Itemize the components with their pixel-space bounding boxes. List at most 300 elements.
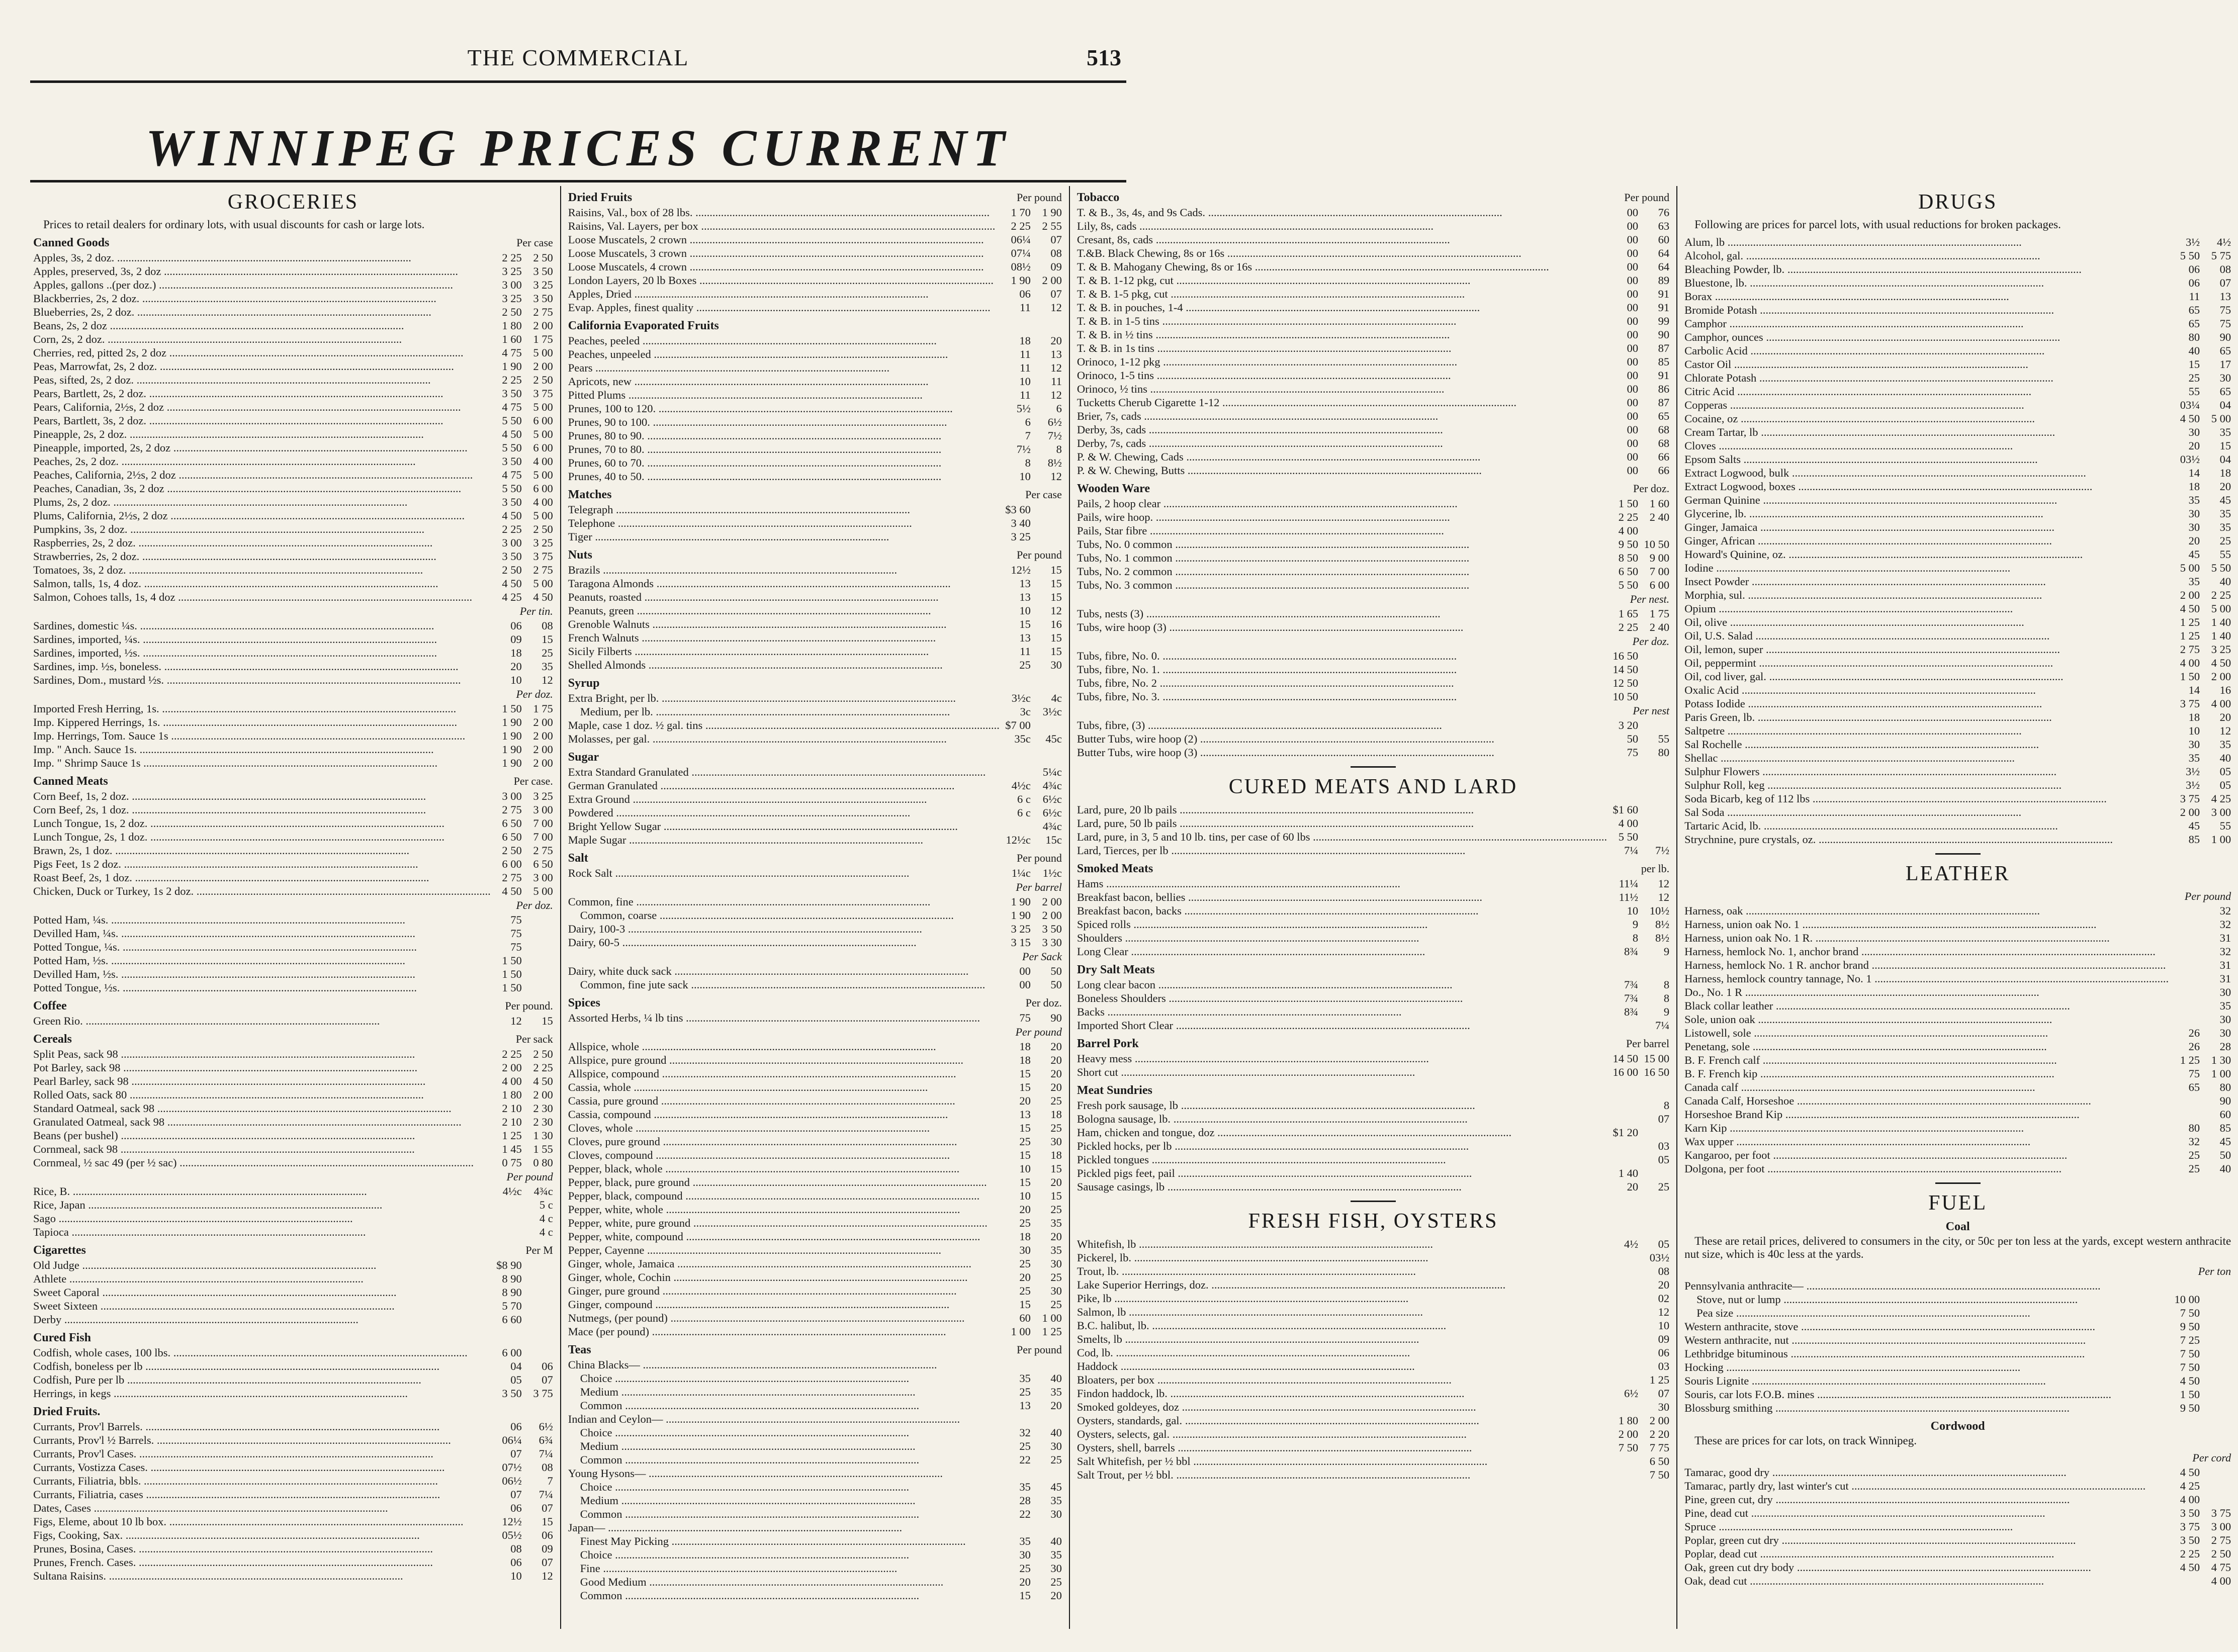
item-name: Sulphur Flowers ..... bbox=[1684, 765, 2169, 778]
price-row bbox=[568, 233, 1062, 246]
price-row bbox=[1077, 877, 1669, 890]
item-name: Insect Powder ..... bbox=[1684, 575, 2169, 588]
price-high bbox=[522, 1299, 553, 1313]
price-high: 2 75 bbox=[533, 564, 553, 576]
price-row bbox=[568, 732, 1062, 746]
price-high: 87 bbox=[1658, 396, 1670, 409]
price-high: 40 bbox=[2219, 1162, 2231, 1175]
item-name: Cassia, compound ..... bbox=[568, 1108, 1000, 1121]
price-low: 15 bbox=[1019, 1176, 1031, 1188]
meat-sundries-section bbox=[1077, 1084, 1669, 1194]
price-row bbox=[1684, 643, 2231, 656]
item-name: Extra Standard Granulated ..... bbox=[568, 765, 1000, 779]
item-name: Sal Rochelle ..... bbox=[1684, 738, 2169, 751]
price-row bbox=[33, 346, 553, 359]
price-row bbox=[33, 1074, 553, 1088]
item-name: Taragona Almonds ..... bbox=[568, 577, 1000, 590]
price-low bbox=[1000, 819, 1031, 833]
price-row bbox=[33, 913, 553, 927]
price-high: 6¾ bbox=[539, 1434, 553, 1446]
price-low: 3 75 bbox=[2180, 1520, 2200, 1533]
cured-fish-section bbox=[33, 1331, 553, 1400]
price-high: 5 c bbox=[539, 1199, 553, 1211]
item-name: Shoulders ..... bbox=[1077, 931, 1607, 945]
price-row bbox=[568, 577, 1062, 590]
price-high: 03 bbox=[1658, 1360, 1670, 1372]
price-high: 65 bbox=[2219, 385, 2231, 398]
price-row bbox=[1684, 710, 2231, 724]
price-low: 10 bbox=[1019, 604, 1031, 617]
price-row bbox=[1684, 1013, 2231, 1026]
item-name: Ginger, African ..... bbox=[1684, 534, 2169, 547]
price-high: 20 bbox=[2219, 480, 2231, 493]
price-low bbox=[1000, 1412, 1031, 1426]
price-row bbox=[1077, 1359, 1669, 1373]
item-name: Opium ..... bbox=[1684, 602, 2169, 615]
price-low: 5 50 bbox=[502, 482, 522, 495]
section-title: Coffee bbox=[33, 999, 67, 1013]
item-name: Pepper, Cayenne ..... bbox=[568, 1243, 1000, 1257]
price-low: 1 60 bbox=[502, 333, 522, 345]
price-high: 3½c bbox=[1042, 705, 1062, 718]
item-name: Camphor ..... bbox=[1684, 317, 2169, 330]
item-name: Saltpetre ..... bbox=[1684, 724, 2169, 738]
price-low: 32 bbox=[2188, 1135, 2200, 1148]
price-high: 7¼ bbox=[539, 1447, 553, 1460]
price-row bbox=[1684, 931, 2231, 945]
price-low: 6 50 bbox=[502, 817, 522, 830]
price-low: 00 bbox=[1627, 383, 1639, 395]
price-high: 1 30 bbox=[533, 1129, 553, 1142]
price-high bbox=[522, 913, 553, 927]
item-name: Medium, per lb. ..... bbox=[568, 705, 1000, 718]
item-name: Japan— ..... bbox=[568, 1521, 1000, 1534]
price-high: 80 bbox=[1658, 746, 1670, 759]
price-row bbox=[1077, 328, 1669, 341]
price-high: 4¾c bbox=[533, 1185, 553, 1198]
item-name: T. & B., 3s, 4s, and 9s Cads. ..... bbox=[1077, 206, 1607, 219]
price-high bbox=[2200, 1493, 2231, 1506]
price-low: 7 50 bbox=[2180, 1307, 2200, 1319]
item-name: Pepper, white, compound ..... bbox=[568, 1230, 1000, 1243]
price-high bbox=[1031, 1358, 1062, 1371]
price-row bbox=[1684, 615, 2231, 629]
price-low: 1 90 bbox=[1011, 895, 1031, 908]
section-unit: Per pound. bbox=[505, 999, 553, 1012]
price-high: 5 50 bbox=[2211, 562, 2231, 574]
price-low bbox=[1607, 1346, 1638, 1359]
item-name: Sardines, imported, ½s. ..... bbox=[33, 646, 491, 660]
section-title: Cured Fish bbox=[33, 1331, 91, 1344]
item-name: Sausage casings, lb ..... bbox=[1077, 1180, 1607, 1194]
price-low: 20 bbox=[1019, 1271, 1031, 1283]
price-low: 11 bbox=[2189, 290, 2200, 303]
price-high: 30 bbox=[1050, 1508, 1062, 1520]
item-name: Peanuts, green ..... bbox=[568, 604, 1000, 617]
price-high: 25 bbox=[1050, 1298, 1062, 1311]
price-row bbox=[1077, 844, 1669, 857]
price-row bbox=[568, 691, 1062, 705]
price-low bbox=[491, 1198, 522, 1212]
item-name: Mace (per pound) ..... bbox=[568, 1325, 1000, 1338]
price-high: 06 bbox=[542, 1360, 553, 1372]
section-heading bbox=[568, 751, 1062, 764]
item-name: Lake Superior Herrings, doz. ..... bbox=[1077, 1278, 1607, 1292]
price-high: 15 bbox=[1050, 631, 1062, 644]
price-low: 06¼ bbox=[1011, 233, 1031, 246]
price-high: 2 50 bbox=[533, 1048, 553, 1060]
price-low: 06 bbox=[2188, 277, 2200, 289]
spices-section bbox=[568, 996, 1062, 1025]
item-name: Potass Iodide ..... bbox=[1684, 697, 2169, 710]
price-high: 50 bbox=[1050, 978, 1062, 991]
item-name: Granulated Oatmeal, sack 98 ..... bbox=[33, 1115, 491, 1129]
section-title: Dried Fruits. bbox=[33, 1405, 101, 1418]
section-heading bbox=[33, 1331, 553, 1345]
price-row bbox=[568, 1040, 1062, 1053]
price-low bbox=[1607, 1332, 1638, 1346]
price-high: 99 bbox=[1658, 315, 1670, 327]
price-high: 8 bbox=[1663, 992, 1670, 1004]
item-name: Plums, 2s, 2 doz. ..... bbox=[33, 495, 491, 509]
price-high: 32 bbox=[2219, 904, 2231, 917]
price-low: 30 bbox=[1019, 1244, 1031, 1256]
price-low: 06 bbox=[510, 1502, 522, 1514]
price-high: 1 75 bbox=[533, 702, 553, 715]
price-high: 1 30 bbox=[2211, 1054, 2231, 1066]
price-low: 8¾ bbox=[1624, 1005, 1639, 1018]
item-name: Horseshoe Brand Kip ..... bbox=[1684, 1108, 2169, 1121]
price-high: 1 40 bbox=[2211, 629, 2231, 642]
price-high: 7 75 bbox=[1649, 1441, 1670, 1454]
price-high: 35 bbox=[542, 660, 553, 673]
price-low: 85 bbox=[2188, 833, 2200, 846]
item-name: Harness, hemlock No. 1, anchor brand ..... bbox=[1684, 945, 2169, 958]
price-row bbox=[1684, 1279, 2231, 1293]
price-high: 55 bbox=[2219, 548, 2231, 561]
price-low: 45 bbox=[2188, 819, 2200, 832]
item-name: Indian and Ceylon— ..... bbox=[568, 1412, 1000, 1426]
price-low: 80 bbox=[2188, 1122, 2200, 1134]
price-row bbox=[1077, 1441, 1669, 1454]
price-low: 6 00 bbox=[502, 1346, 522, 1359]
price-high: 4c bbox=[1051, 692, 1062, 704]
price-low: 25 bbox=[2188, 372, 2200, 384]
item-name: Apricots, new ..... bbox=[568, 375, 1000, 388]
price-row bbox=[1684, 452, 2231, 466]
item-name: Pennsylvania anthracite— ..... bbox=[1684, 1279, 2169, 1293]
item-name: Finest May Picking ..... bbox=[568, 1534, 1000, 1548]
price-high: 2 25 bbox=[2211, 589, 2231, 601]
price-row bbox=[568, 1480, 1062, 1494]
item-name: Telephone ..... bbox=[568, 516, 1000, 530]
price-low: 12½ bbox=[502, 1515, 522, 1528]
price-high: 5 00 bbox=[533, 577, 553, 590]
price-row bbox=[33, 1299, 553, 1313]
price-low: 75 bbox=[1627, 746, 1639, 759]
item-name: Pears, Bartlett, 2s, 2 doz. ..... bbox=[33, 387, 491, 400]
price-row bbox=[1077, 1468, 1669, 1482]
item-name: Pearl Barley, sack 98 ..... bbox=[33, 1074, 491, 1088]
item-name: Extract Logwood, bulk ..... bbox=[1684, 466, 2169, 480]
price-low: 05½ bbox=[502, 1529, 522, 1541]
item-name: Powdered ..... bbox=[568, 806, 1000, 819]
price-high bbox=[1638, 676, 1669, 690]
price-row bbox=[568, 1162, 1062, 1175]
price-row bbox=[1077, 537, 1669, 551]
salt-barrel-section bbox=[568, 881, 1062, 949]
price-high: 28 bbox=[2219, 1040, 2231, 1053]
price-row bbox=[568, 779, 1062, 792]
item-name: Heavy mess ..... bbox=[1077, 1052, 1607, 1065]
price-row bbox=[33, 1433, 553, 1447]
price-high: 30 bbox=[2219, 1013, 2231, 1026]
price-high: 8 bbox=[1663, 1099, 1670, 1112]
price-high: 30 bbox=[1050, 1440, 1062, 1452]
lard-section bbox=[1077, 803, 1669, 857]
price-row bbox=[568, 1135, 1062, 1148]
item-name: Cornmeal, sack 98 ..... bbox=[33, 1142, 491, 1156]
drugs-section bbox=[1684, 235, 2231, 846]
price-row bbox=[33, 278, 553, 292]
section-unit: Per sack bbox=[515, 1033, 553, 1045]
item-name: Long Clear ..... bbox=[1077, 945, 1607, 958]
item-name: Cloves, whole ..... bbox=[568, 1121, 1000, 1135]
item-name: Fine ..... bbox=[568, 1562, 1000, 1575]
price-low: 04 bbox=[510, 1360, 522, 1372]
price-high: 2 25 bbox=[533, 1061, 553, 1074]
price-row bbox=[568, 516, 1062, 530]
price-high: 18 bbox=[2219, 467, 2231, 479]
price-row bbox=[568, 1426, 1062, 1439]
price-high: 25 bbox=[1050, 1576, 1062, 1588]
price-row bbox=[1077, 663, 1669, 676]
section-heading bbox=[1077, 704, 1669, 717]
price-high: 15 bbox=[1050, 577, 1062, 590]
section-unit: Per case bbox=[1025, 488, 1062, 501]
item-name: Lily, 8s, cads ..... bbox=[1077, 219, 1607, 233]
price-high: 20 bbox=[1050, 1081, 1062, 1093]
price-high: 30 bbox=[2219, 986, 2231, 998]
price-row bbox=[1684, 385, 2231, 398]
section-heading bbox=[33, 236, 553, 250]
price-row bbox=[568, 936, 1062, 949]
price-high bbox=[2200, 1479, 2231, 1493]
price-low bbox=[2169, 1013, 2200, 1026]
price-row bbox=[33, 954, 553, 967]
price-low: 15 bbox=[1019, 1122, 1031, 1134]
price-high: 18 bbox=[1050, 1149, 1062, 1161]
item-name: Breakfast bacon, bellies ..... bbox=[1077, 890, 1607, 904]
price-low: 25 bbox=[1019, 1284, 1031, 1297]
price-low bbox=[1607, 1264, 1638, 1278]
item-name: Pears ..... bbox=[568, 361, 1000, 375]
price-high: 2 00 bbox=[1042, 909, 1062, 922]
price-high: 4 c bbox=[539, 1212, 553, 1225]
price-low: 12 50 bbox=[1613, 677, 1639, 689]
item-name: Iodine ..... bbox=[1684, 561, 2169, 575]
fresh-fish-section bbox=[1077, 1237, 1669, 1482]
price-high: 2 75 bbox=[533, 306, 553, 318]
item-name: Split Peas, sack 98 ..... bbox=[33, 1047, 491, 1061]
price-row bbox=[1684, 985, 2231, 999]
price-row bbox=[568, 645, 1062, 658]
price-low: 20 bbox=[2188, 439, 2200, 452]
price-row bbox=[568, 388, 1062, 402]
price-row bbox=[568, 1284, 1062, 1298]
price-row bbox=[1684, 249, 2231, 262]
price-low bbox=[1607, 1153, 1638, 1166]
price-low: 35 bbox=[2188, 575, 2200, 588]
price-row bbox=[1684, 1547, 2231, 1561]
price-low: 6 50 bbox=[502, 831, 522, 843]
price-low: 3 25 bbox=[502, 265, 522, 278]
price-row bbox=[568, 617, 1062, 631]
price-low: 00 bbox=[1627, 464, 1639, 477]
price-low: 6½ bbox=[1624, 1387, 1639, 1400]
price-low: 4 50 bbox=[2180, 1561, 2200, 1574]
price-row bbox=[1684, 1388, 2231, 1401]
item-name: Alum, lb ..... bbox=[1684, 235, 2169, 249]
price-row bbox=[33, 1420, 553, 1433]
price-row bbox=[33, 251, 553, 264]
price-high: 25 bbox=[1050, 1203, 1062, 1216]
price-row bbox=[33, 536, 553, 549]
price-high: 25 bbox=[1050, 1094, 1062, 1107]
price-row bbox=[1684, 792, 2231, 805]
item-name: Plums, California, 2½s, 2 doz ..... bbox=[33, 509, 491, 522]
price-low: 1 50 bbox=[502, 702, 522, 715]
item-name: Raisins, Val. Layers, per box ..... bbox=[568, 219, 1000, 233]
section-unit: Per Sack bbox=[1022, 950, 1062, 963]
item-name: Backs ..... bbox=[1077, 1005, 1607, 1019]
section-unit: Per nest bbox=[1633, 704, 1670, 717]
banner-title: WINNIPEG PRICES CURRENT bbox=[145, 119, 1011, 177]
price-high: 11 bbox=[1051, 375, 1062, 388]
price-low bbox=[1607, 1139, 1638, 1153]
item-name: Tubs, fibre, No. 2 ..... bbox=[1077, 676, 1607, 690]
price-low: 3 50 bbox=[2180, 1534, 2200, 1546]
price-row bbox=[568, 1466, 1062, 1480]
price-low: 7½ bbox=[1016, 443, 1031, 455]
price-high: 4 50 bbox=[2211, 657, 2231, 669]
canned-goods-section bbox=[33, 236, 553, 604]
price-row bbox=[1684, 958, 2231, 972]
price-low: 4 50 bbox=[2180, 412, 2200, 425]
item-name: Prunes, French. Cases. ..... bbox=[33, 1555, 491, 1569]
price-low: 10 bbox=[2188, 724, 2200, 737]
price-high: 31 bbox=[2219, 932, 2231, 944]
price-row bbox=[33, 1212, 553, 1225]
price-high: 12 bbox=[1658, 891, 1670, 903]
price-low: 35 bbox=[1019, 1372, 1031, 1385]
price-high: 07 bbox=[1658, 1387, 1670, 1400]
price-high: 25 bbox=[1050, 1271, 1062, 1283]
price-row bbox=[33, 1102, 553, 1115]
item-name: Bluestone, lb. ..... bbox=[1684, 276, 2169, 290]
price-high: 7 50 bbox=[1649, 1469, 1670, 1481]
price-low: 7 50 bbox=[1618, 1441, 1639, 1454]
section-unit: Per pound bbox=[2184, 890, 2231, 902]
price-low: 00 bbox=[1627, 369, 1639, 382]
price-row bbox=[33, 549, 553, 563]
item-name: Common, coarse ..... bbox=[568, 908, 1000, 922]
price-row bbox=[33, 1258, 553, 1272]
price-row bbox=[568, 658, 1062, 672]
price-row bbox=[1684, 588, 2231, 602]
wooden-fibre-section bbox=[1077, 635, 1669, 703]
section-title: Syrup bbox=[568, 677, 600, 690]
price-high: 12 bbox=[1050, 470, 1062, 483]
item-name: Karn Kip ..... bbox=[1684, 1121, 2169, 1135]
price-high: 4 00 bbox=[2211, 1575, 2231, 1587]
price-low: 9 50 bbox=[2180, 1320, 2200, 1333]
price-high: 68 bbox=[1658, 437, 1670, 449]
price-low: 15 bbox=[1019, 1589, 1031, 1602]
price-high: 25 bbox=[1050, 1453, 1062, 1466]
price-low: 1 80 bbox=[1618, 1414, 1639, 1427]
item-name: Soda Bicarb, keg of 112 lbs ..... bbox=[1684, 792, 2169, 805]
item-name: Pepper, black, compound ..... bbox=[568, 1189, 1000, 1203]
price-high: 2 00 bbox=[1042, 895, 1062, 908]
price-low: 1 90 bbox=[502, 757, 522, 769]
price-high: 16 50 bbox=[1644, 1066, 1670, 1078]
price-low: 1 90 bbox=[1011, 274, 1031, 287]
price-low: 4 00 bbox=[502, 1075, 522, 1087]
price-low: 50 bbox=[1627, 732, 1639, 745]
price-row bbox=[33, 563, 553, 577]
item-name: Beans (per bushel) ..... bbox=[33, 1129, 491, 1142]
price-high: 6½ bbox=[539, 1420, 553, 1433]
price-high: 15 bbox=[1050, 591, 1062, 603]
price-high: 6 00 bbox=[1649, 579, 1670, 591]
price-low: 3 50 bbox=[2180, 1507, 2200, 1519]
item-name: Ginger, whole, Cochin ..... bbox=[568, 1270, 1000, 1284]
price-high: 05 bbox=[1658, 1153, 1670, 1166]
price-high: 2 50 bbox=[533, 251, 553, 264]
price-row bbox=[1077, 436, 1669, 450]
price-row bbox=[1077, 620, 1669, 634]
price-row bbox=[1077, 423, 1669, 436]
price-high: 06 bbox=[542, 1529, 553, 1541]
price-low: 4 00 bbox=[2180, 657, 2200, 669]
section-heading bbox=[1077, 635, 1669, 648]
price-row bbox=[568, 1507, 1062, 1521]
price-low: $7 00 bbox=[1005, 719, 1031, 731]
item-name: Devilled Ham, ¼s. ..... bbox=[33, 927, 491, 940]
price-high: 68 bbox=[1658, 423, 1670, 436]
price-low: 2 75 bbox=[2180, 643, 2200, 656]
price-row bbox=[568, 964, 1062, 978]
item-name: Prunes, 40 to 50. ..... bbox=[568, 470, 1000, 483]
price-low: 00 bbox=[1627, 301, 1639, 314]
item-name: Canada Calf, Horseshoe ..... bbox=[1684, 1094, 2169, 1108]
item-name: Prunes, Bosina, Cases. ..... bbox=[33, 1542, 491, 1555]
price-high: 08 bbox=[1658, 1265, 1670, 1277]
price-low bbox=[1607, 1468, 1638, 1482]
item-name: Choice ..... bbox=[568, 1371, 1000, 1385]
section-title: Tobacco bbox=[1077, 191, 1120, 204]
price-low: 3 25 bbox=[1011, 530, 1031, 543]
price-high bbox=[2200, 1360, 2231, 1374]
price-low: 7¼ bbox=[1624, 844, 1639, 857]
price-row bbox=[1077, 206, 1669, 219]
price-low: 4 50 bbox=[502, 577, 522, 590]
price-high: 25 bbox=[1658, 1180, 1670, 1193]
price-row bbox=[33, 1286, 553, 1299]
price-row bbox=[568, 806, 1062, 819]
section-unit: Per pound bbox=[1017, 191, 1062, 204]
